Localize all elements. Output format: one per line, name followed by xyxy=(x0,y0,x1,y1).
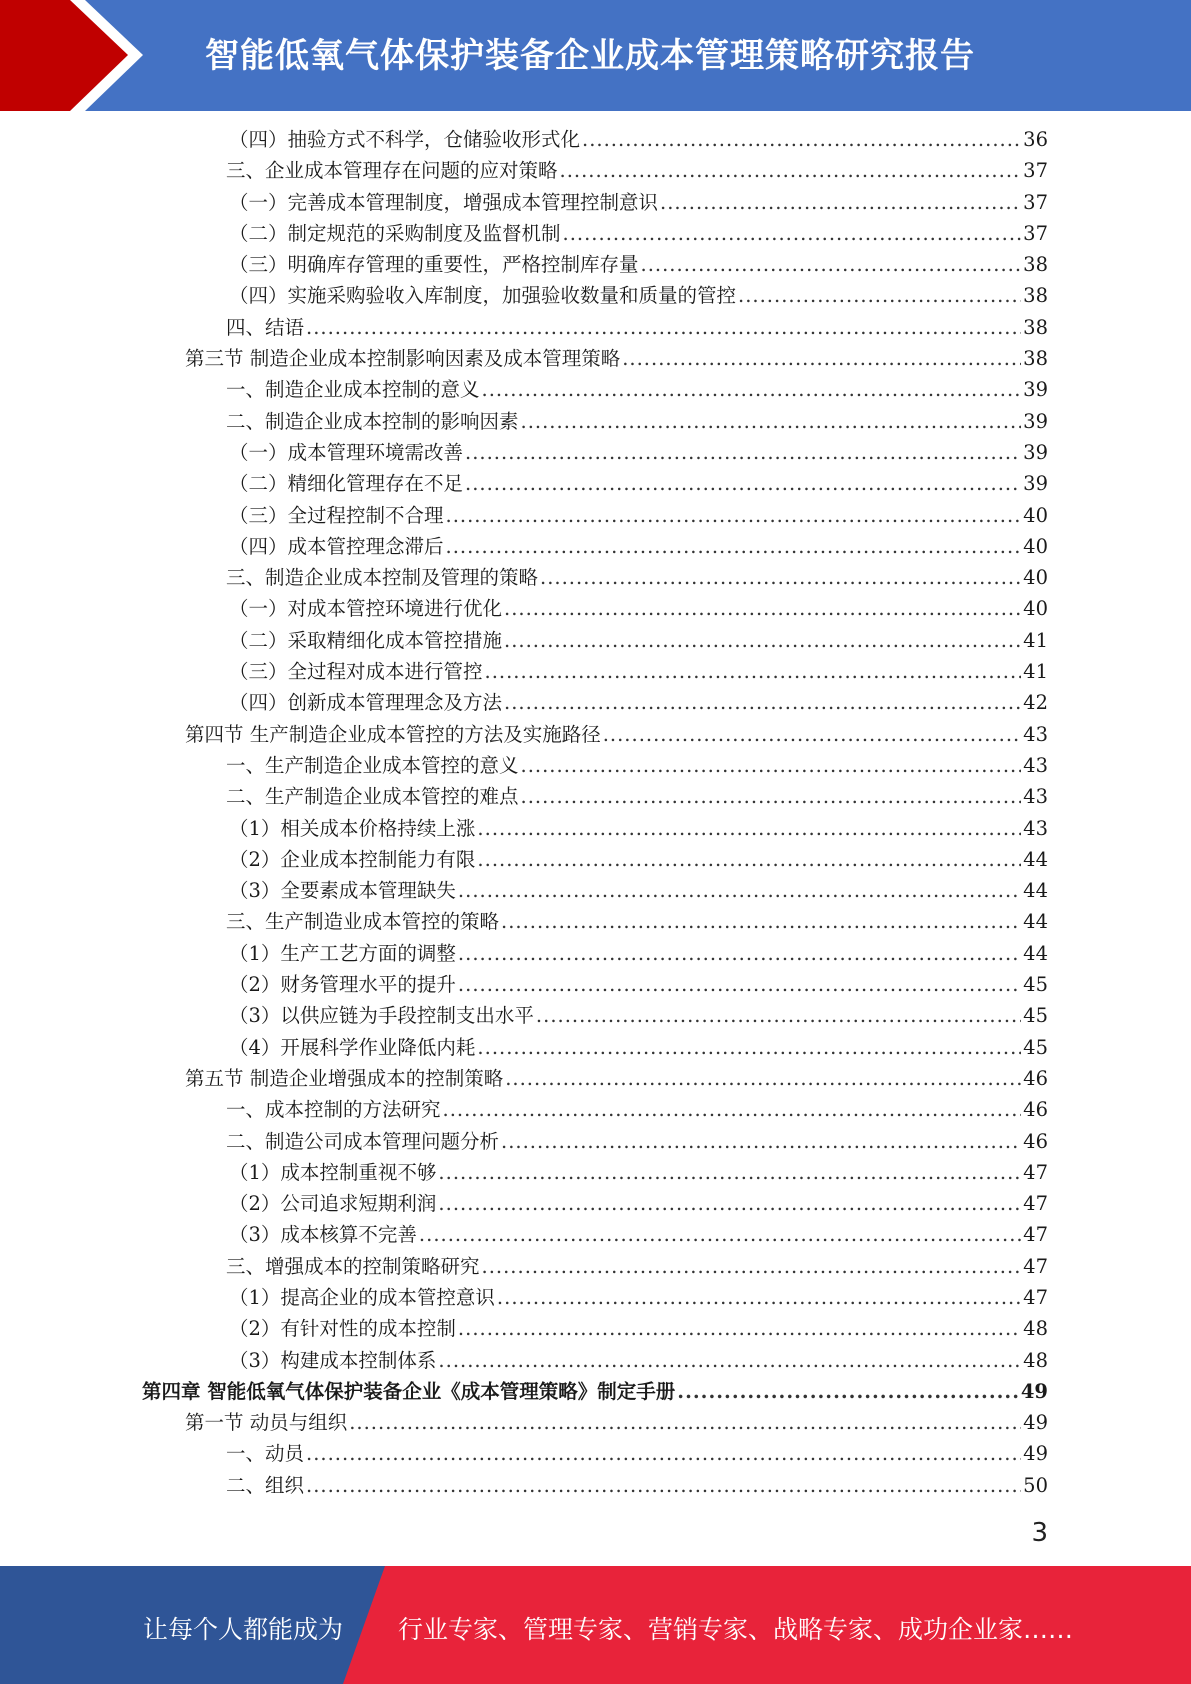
toc-entry-label: （四）实施采购验收入库制度，加强验收数量和质量的管控 xyxy=(229,284,737,308)
toc-entry-page: 40 xyxy=(1023,534,1048,558)
toc-entry-label: （三）全过程对成本进行管控 xyxy=(229,660,483,684)
toc-entry[interactable] xyxy=(0,1219,1191,1250)
toc-dot-leader xyxy=(504,593,1021,624)
toc-entry-label: （1）相关成本价格持续上涨 xyxy=(229,816,476,840)
toc-entry-label: 三、生产制造业成本管控的策略 xyxy=(226,910,500,934)
toc-dot-leader xyxy=(482,374,1022,405)
page-footer xyxy=(0,1566,1191,1684)
toc-dot-leader xyxy=(738,280,1021,311)
toc-entry[interactable] xyxy=(0,1251,1191,1282)
toc-entry-page: 36 xyxy=(1023,128,1048,151)
toc-entry[interactable] xyxy=(0,343,1191,374)
toc-entry-page: 47 xyxy=(1023,1223,1048,1247)
toc-entry-label: （2）企业成本控制能力有限 xyxy=(229,847,476,871)
toc-entry-label: （4）开展科学作业降低内耗 xyxy=(229,1035,476,1059)
toc-entry[interactable] xyxy=(0,656,1191,687)
toc-entry-label: （二）采取精细化成本管控措施 xyxy=(229,628,503,652)
toc-entry-label: 第四节 生产制造企业成本管控的方法及实施路径 xyxy=(185,722,601,746)
toc-entry-label: （四）创新成本管理理念及方法 xyxy=(229,691,503,715)
toc-entry[interactable] xyxy=(0,1063,1191,1094)
toc-entry-label: （3）成本核算不完善 xyxy=(229,1223,417,1247)
toc-entry[interactable] xyxy=(0,437,1191,468)
toc-dot-leader xyxy=(540,562,1021,593)
toc-dot-leader xyxy=(521,750,1022,781)
toc-entry-label: （1）成本控制重视不够 xyxy=(229,1160,437,1184)
toc-entry[interactable] xyxy=(0,1032,1191,1063)
toc-entry-page: 44 xyxy=(1023,847,1048,871)
toc-dot-leader xyxy=(438,1345,1021,1376)
toc-dot-leader xyxy=(622,343,1021,374)
toc-dot-leader xyxy=(306,1438,1021,1469)
toc-entry-page: 46 xyxy=(1023,1129,1048,1153)
footer-slogan-left: 让每个人都能成为 xyxy=(143,1615,344,1644)
toc-entry[interactable] xyxy=(0,218,1191,249)
toc-entry-page: 37 xyxy=(1023,190,1048,214)
toc-entry-page: 41 xyxy=(1023,660,1048,684)
toc-entry-label: 二、制造企业成本控制的影响因素 xyxy=(226,409,519,433)
toc-entry-page: 39 xyxy=(1023,378,1048,402)
toc-dot-leader xyxy=(306,1470,1021,1501)
toc-entry[interactable] xyxy=(0,1188,1191,1219)
toc-entry-page: 46 xyxy=(1023,1066,1048,1090)
toc-entry[interactable] xyxy=(0,1470,1191,1501)
toc-dot-leader xyxy=(458,1313,1021,1344)
toc-entry-page: 47 xyxy=(1023,1254,1048,1278)
toc-entry-label: （2）有针对性的成本控制 xyxy=(229,1317,456,1341)
toc-entry-page: 40 xyxy=(1023,566,1048,590)
toc-entry[interactable] xyxy=(0,1313,1191,1344)
toc-entry-label: （一）对成本管控环境进行优化 xyxy=(229,597,503,621)
toc-entry[interactable] xyxy=(0,406,1191,437)
toc-entry-page: 38 xyxy=(1023,347,1048,371)
page-number: 3 xyxy=(1031,1518,1048,1548)
toc-entry-label: 第五节 制造企业增强成本的控制策略 xyxy=(185,1066,504,1090)
toc-dot-leader xyxy=(446,531,1022,562)
toc-entry[interactable] xyxy=(0,312,1191,343)
toc-entry-page: 38 xyxy=(1023,253,1048,277)
toc-dot-leader xyxy=(497,1282,1021,1313)
toc-dot-leader xyxy=(485,656,1022,687)
toc-entry-label: 一、动员 xyxy=(226,1442,305,1466)
toc-entry-label: （2）公司追求短期利润 xyxy=(229,1192,437,1216)
toc-dot-leader xyxy=(438,1188,1021,1219)
toc-entry[interactable] xyxy=(0,719,1191,750)
toc-dot-leader xyxy=(477,813,1021,844)
toc-entry-label: 四、结语 xyxy=(226,315,305,339)
toc-entry-page: 45 xyxy=(1023,973,1048,997)
toc-entry-label: 第三节 制造企业成本控制影响因素及成本管理策略 xyxy=(185,347,621,371)
toc-entry[interactable] xyxy=(0,155,1191,186)
toc-entry-page: 47 xyxy=(1023,1285,1048,1309)
toc-entry[interactable] xyxy=(0,687,1191,718)
toc-entry-label: （四）抽验方式不科学，仓储验收形式化 xyxy=(229,128,581,151)
toc-entry-page: 38 xyxy=(1023,315,1048,339)
toc-entry-label: （一）成本管理环境需改善 xyxy=(229,440,464,464)
toc-entry-label: 二、组织 xyxy=(226,1473,305,1497)
toc-entry-page: 39 xyxy=(1023,472,1048,496)
toc-entry-label: 二、制造公司成本管理问题分析 xyxy=(226,1129,500,1153)
toc-entry-label: （二）制定规范的采购制度及监督机制 xyxy=(229,221,561,245)
toc-dot-leader xyxy=(458,938,1021,969)
toc-entry-page: 43 xyxy=(1023,753,1048,777)
toc-dot-leader xyxy=(536,1000,1021,1031)
table-of-contents xyxy=(0,124,1191,1501)
toc-entry[interactable] xyxy=(0,906,1191,937)
toc-entry-label: 三、企业成本管理存在问题的应对策略 xyxy=(226,159,558,183)
report-title: 智能低氧气体保护装备企业成本管理策略研究报告 xyxy=(205,36,975,76)
toc-dot-leader xyxy=(641,249,1022,280)
toc-entry-page: 43 xyxy=(1023,816,1048,840)
toc-entry-page: 49 xyxy=(1023,1442,1048,1466)
toc-entry-label: 第一节 动员与组织 xyxy=(185,1411,348,1435)
toc-entry[interactable] xyxy=(0,1126,1191,1157)
toc-entry-label: （二）精细化管理存在不足 xyxy=(229,472,464,496)
toc-dot-leader xyxy=(458,875,1021,906)
toc-entry-page: 39 xyxy=(1023,440,1048,464)
toc-dot-leader xyxy=(443,1094,1022,1125)
toc-dot-leader xyxy=(677,1376,1019,1407)
toc-entry-label: （三）全过程控制不合理 xyxy=(229,503,444,527)
toc-dot-leader xyxy=(458,969,1021,1000)
toc-entry-label: （3）构建成本控制体系 xyxy=(229,1348,437,1372)
toc-entry[interactable] xyxy=(0,1157,1191,1188)
toc-dot-leader xyxy=(521,781,1022,812)
toc-dot-leader xyxy=(505,1063,1021,1094)
toc-dot-leader xyxy=(660,187,1021,218)
toc-entry-label: 一、生产制造企业成本管控的意义 xyxy=(226,753,519,777)
toc-entry-label: 三、增强成本的控制策略研究 xyxy=(226,1254,480,1278)
toc-entry-label: （1）生产工艺方面的调整 xyxy=(229,941,456,965)
toc-entry-page: 44 xyxy=(1023,879,1048,903)
toc-entry-page: 43 xyxy=(1023,785,1048,809)
toc-entry-page: 40 xyxy=(1023,597,1048,621)
toc-entry-page: 47 xyxy=(1023,1160,1048,1184)
toc-entry-page: 38 xyxy=(1023,284,1048,308)
toc-entry-page: 48 xyxy=(1023,1348,1048,1372)
toc-entry[interactable] xyxy=(0,374,1191,405)
toc-dot-leader xyxy=(477,1032,1021,1063)
toc-entry[interactable] xyxy=(0,468,1191,499)
toc-entry[interactable] xyxy=(0,1438,1191,1469)
toc-entry[interactable] xyxy=(0,187,1191,218)
toc-dot-leader xyxy=(446,500,1022,531)
page-header xyxy=(0,0,1191,111)
toc-entry-page: 42 xyxy=(1023,691,1048,715)
toc-entry-page: 44 xyxy=(1023,941,1048,965)
toc-dot-leader xyxy=(560,155,1022,186)
toc-entry-label: （3）以供应链为手段控制支出水平 xyxy=(229,1004,534,1028)
toc-dot-leader xyxy=(504,625,1021,656)
toc-dot-leader xyxy=(465,437,1021,468)
toc-dot-leader xyxy=(349,1407,1021,1438)
toc-entry-label: （2）财务管理水平的提升 xyxy=(229,973,456,997)
toc-entry[interactable] xyxy=(0,969,1191,1000)
toc-entry-page: 49 xyxy=(1023,1411,1048,1435)
toc-dot-leader xyxy=(501,906,1021,937)
toc-dot-leader xyxy=(504,687,1021,718)
toc-entry[interactable] xyxy=(0,500,1191,531)
toc-dot-leader xyxy=(306,312,1021,343)
toc-entry[interactable] xyxy=(0,625,1191,656)
toc-entry[interactable] xyxy=(0,1094,1191,1125)
toc-dot-leader xyxy=(521,406,1022,437)
toc-entry-page: 45 xyxy=(1023,1035,1048,1059)
toc-entry[interactable] xyxy=(0,1282,1191,1313)
toc-entry[interactable] xyxy=(0,593,1191,624)
toc-entry[interactable] xyxy=(0,1376,1191,1407)
toc-entry-page: 43 xyxy=(1023,722,1048,746)
toc-entry-page: 50 xyxy=(1023,1473,1048,1497)
toc-entry[interactable] xyxy=(0,562,1191,593)
toc-entry[interactable] xyxy=(0,1345,1191,1376)
toc-dot-leader xyxy=(477,844,1021,875)
toc-entry[interactable] xyxy=(0,781,1191,812)
toc-entry[interactable] xyxy=(0,531,1191,562)
toc-entry[interactable] xyxy=(0,813,1191,844)
toc-entry-label: （一）完善成本管理制度，增强成本管理控制意识 xyxy=(229,190,659,214)
toc-entry[interactable] xyxy=(0,938,1191,969)
toc-entry[interactable] xyxy=(0,844,1191,875)
toc-entry[interactable] xyxy=(0,1000,1191,1031)
toc-dot-leader xyxy=(501,1126,1021,1157)
toc-entry-page: 48 xyxy=(1023,1317,1048,1341)
toc-entry-label: （三）明确库存管理的重要性，严格控制库存量 xyxy=(229,253,639,277)
toc-entry-page: 49 xyxy=(1020,1379,1048,1403)
toc-entry-page: 37 xyxy=(1023,221,1048,245)
footer-slogan-right: 行业专家、管理专家、营销专家、战略专家、成功企业家…… xyxy=(398,1615,1074,1644)
toc-entry[interactable] xyxy=(0,875,1191,906)
toc-entry[interactable] xyxy=(0,124,1191,155)
toc-dot-leader xyxy=(563,218,1022,249)
toc-entry-page: 40 xyxy=(1023,503,1048,527)
toc-entry-label: 一、成本控制的方法研究 xyxy=(226,1098,441,1122)
toc-dot-leader xyxy=(603,719,1021,750)
toc-entry-label: （四）成本管控理念滞后 xyxy=(229,534,444,558)
toc-dot-leader xyxy=(419,1219,1021,1250)
toc-entry-label: 二、生产制造企业成本管控的难点 xyxy=(226,785,519,809)
toc-entry-label: 一、制造企业成本控制的意义 xyxy=(226,378,480,402)
toc-entry-page: 45 xyxy=(1023,1004,1048,1028)
toc-entry-label: （3）全要素成本管理缺失 xyxy=(229,879,456,903)
toc-entry-label: （1）提高企业的成本管控意识 xyxy=(229,1285,495,1309)
toc-dot-leader xyxy=(438,1157,1021,1188)
toc-entry-page: 39 xyxy=(1023,409,1048,433)
toc-entry-page: 37 xyxy=(1023,159,1048,183)
toc-entry-label: 三、制造企业成本控制及管理的策略 xyxy=(226,566,539,590)
toc-entry[interactable] xyxy=(0,280,1191,311)
toc-entry-page: 44 xyxy=(1023,910,1048,934)
toc-dot-leader xyxy=(482,1251,1022,1282)
toc-entry-page: 46 xyxy=(1023,1098,1048,1122)
toc-entry[interactable] xyxy=(0,249,1191,280)
toc-entry[interactable] xyxy=(0,750,1191,781)
toc-entry-page: 47 xyxy=(1023,1192,1048,1216)
toc-dot-leader xyxy=(465,468,1021,499)
toc-entry-label: 第四章 智能低氧气体保护装备企业《成本管理策略》制定手册 xyxy=(142,1379,676,1403)
toc-entry-page: 41 xyxy=(1023,628,1048,652)
toc-dot-leader xyxy=(582,124,1021,155)
toc-entry[interactable] xyxy=(0,1407,1191,1438)
